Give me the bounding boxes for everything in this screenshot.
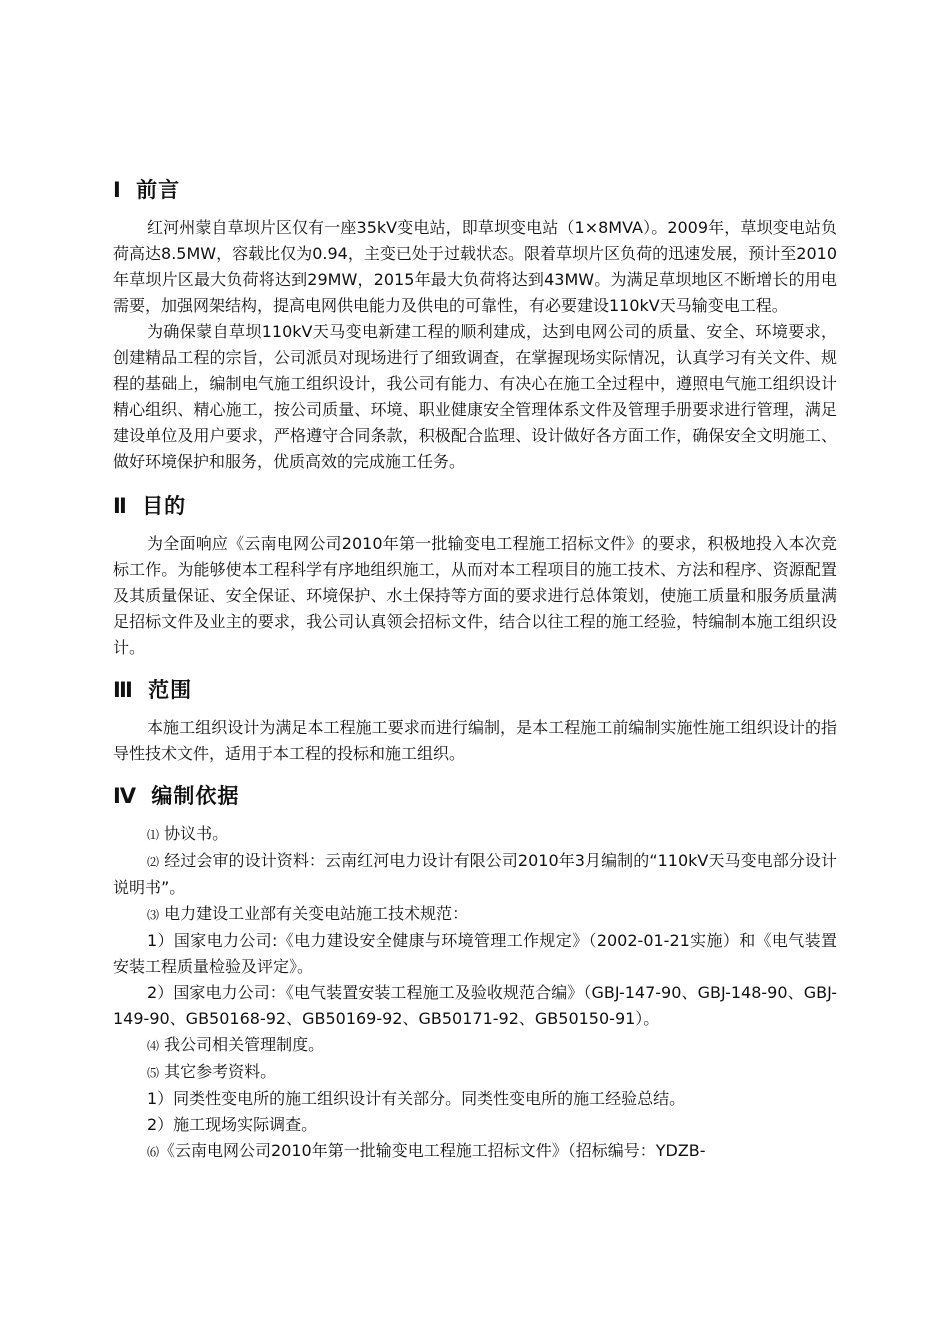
- paragraph: 本施工组织设计为满足本工程施工要求而进行编制，是本工程施工前编制实施性施工组织设计的指导性技术文件，适用于本工程的投标和施工组织。: [113, 718, 837, 763]
- item-text: 《云南电网公司2010年第一批输变电工程施工招标文件》（招标编号：YDZB-: [159, 1141, 706, 1160]
- section-title: 范围: [148, 678, 193, 702]
- list-item: [113, 1059, 837, 1086]
- item-text: 2）国家电力公司：《电气装置安装工程施工及验收规范合编》（GBJ-147-90、GBJ-148-90、GBJ-149-90、GB50168-92、GB50169-92、GB50171-92、GB50150-91）。: [113, 983, 837, 1028]
- paragraph: 为确保蒙自草坝110kV天马变电新建工程的顺利建成，达到电网公司的质量、安全、环境要求，创建精品工程的宗旨，公司派员对现场进行了细致调查，在掌握现场实际情况，认真学习有关文件、规程的基础上，编制电气施工组织设计，我公司有能力、有决心在施工全过程中，遵照电气施工组织设计精心组织、精心施工，按公司质量、环境、职业健康安全管理体系文件及管理手册要求进行管理，满足建设单位及用户要求，严格遵守合同条款，积极配合监理、设计做好各方面工作，确保安全文明施工、做好环境保护和服务，优质高效的完成施工任务。: [113, 322, 837, 471]
- section-number: Ⅰ: [113, 178, 122, 202]
- section-number: Ⅲ: [113, 678, 134, 702]
- item-text: 1）国家电力公司:《电力建设安全健康与环境管理工作规定》（2002-01-21实施）和《电气装置安装工程质量检验及评定》。: [113, 931, 837, 976]
- section-title: 前言: [136, 178, 181, 202]
- section-heading-purpose: [113, 491, 837, 521]
- paragraph: 红河州蒙自草坝片区仅有一座35kV变电站，即草坝变电站（1×8MVA）。2009年，草坝变电站负荷高达8.5MW，容载比仅为0.94，主变已处于过载状态。限着草坝片区负荷的迅速发展，预计至2010年草坝片区最大负荷将达到29MW，2015年最大负荷将达到43MW。为满足草坝地区不断增长的用电需要，加强网架结构，提高电网供电能力及供电的可靠性，有必要建设110kV天马输变电工程。: [113, 218, 837, 315]
- item-text: 经过会审的设计资料：云南红河电力设计有限公司2010年3月编制的“110kV天马变电部分设计说明书”。: [113, 851, 837, 897]
- list-item: [113, 1138, 837, 1165]
- item-number: ⑹: [147, 1145, 160, 1159]
- list-item: [113, 1086, 837, 1112]
- list-item: [113, 821, 837, 848]
- item-number: ⑸: [147, 1066, 160, 1080]
- item-number: ⑵: [147, 855, 160, 869]
- list-item: [113, 901, 837, 928]
- item-text: 2）施工现场实际调查。: [147, 1115, 318, 1134]
- item-number: ⑴: [147, 828, 160, 842]
- section-heading-basis: [113, 781, 837, 811]
- section-heading-preface: [113, 175, 837, 205]
- item-text: 1）同类性变电所的施工组织设计有关部分。同类性变电所的施工经验总结。: [147, 1089, 686, 1108]
- list-item: [113, 928, 837, 980]
- paragraph: 为全面响应《云南电网公司2010年第一批输变电工程施工招标文件》的要求，积极地投入本次竞标工作。为能够使本工程科学有序地组织施工，从而对本工程项目的施工技术、方法和程序、资源配置及其质量保证、安全保证、环境保护、水土保持等方面的要求进行总体策划，使施工质量和服务质量满足招标文件及业主的要求，我公司认真领会招标文件，结合以往工程的施工经验，特编制本施工组织设计。: [113, 534, 837, 657]
- item-text: 我公司相关管理制度。: [164, 1035, 325, 1054]
- item-number: ⑶: [147, 908, 160, 922]
- item-text: 电力建设工业部有关变电站施工技术规范：: [164, 904, 469, 923]
- item-text: 其它参考资料。: [164, 1062, 277, 1081]
- section-title: 编制依据: [151, 784, 240, 808]
- list-item: [113, 1112, 837, 1138]
- section-heading-scope: [113, 675, 837, 705]
- item-text: 协议书。: [164, 824, 229, 843]
- section-number: Ⅳ: [113, 784, 138, 808]
- document-page: [113, 175, 837, 1165]
- section-number: Ⅱ: [113, 494, 128, 518]
- list-item: [113, 848, 837, 901]
- section-title: 目的: [142, 494, 187, 518]
- item-number: ⑷: [147, 1039, 160, 1053]
- list-item: [113, 1032, 837, 1059]
- list-item: [113, 980, 837, 1032]
